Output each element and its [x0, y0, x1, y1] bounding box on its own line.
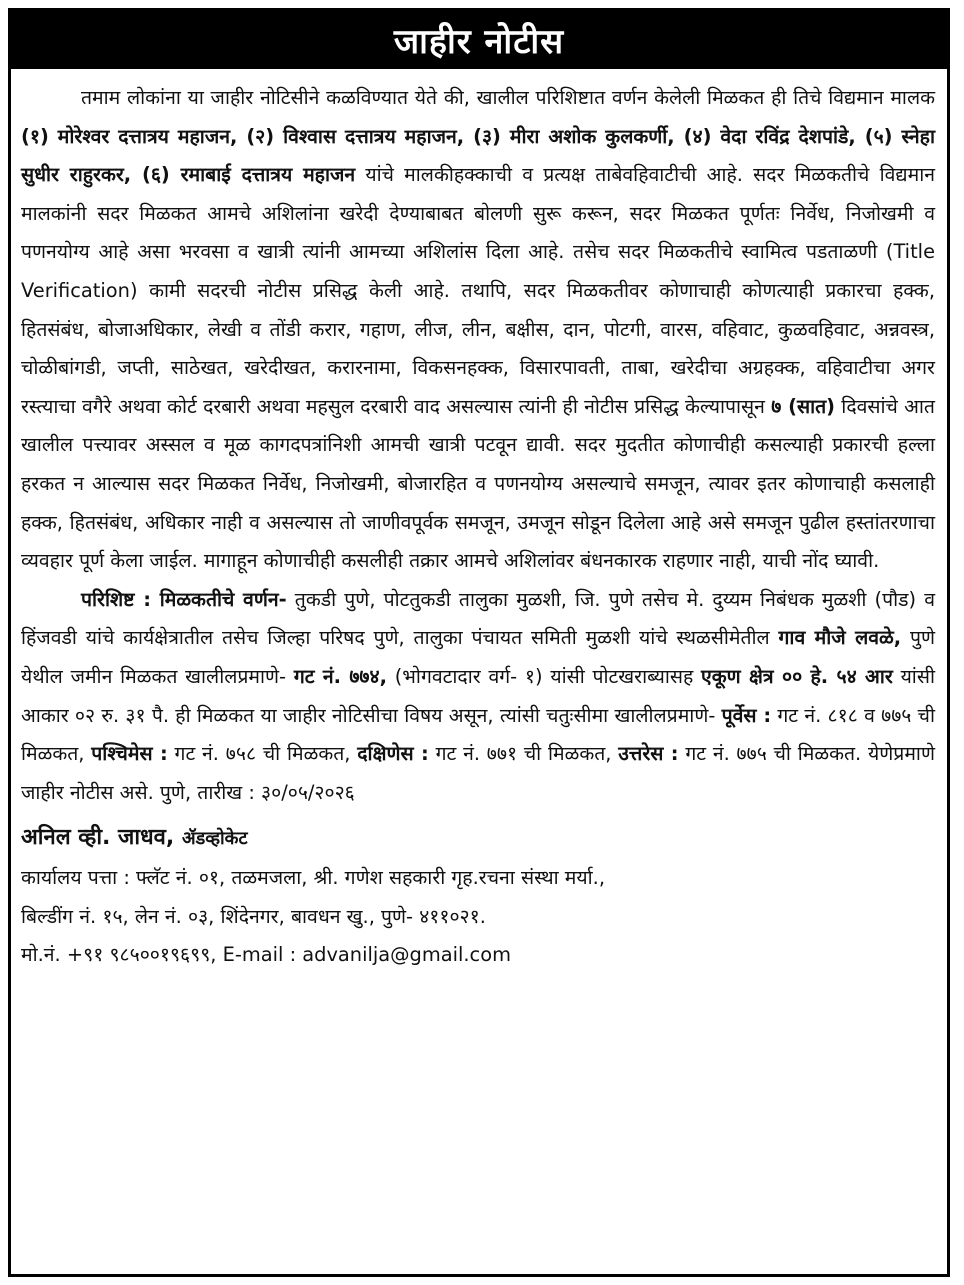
p2-run-6: एकूण क्षेत्र ०० हे. ५४ आर [701, 664, 893, 688]
p2-run-10: पश्चिमेस : [91, 742, 168, 766]
notice-header [11, 11, 947, 69]
p2-run-0: परिशिष्ट : मिळकतीचे वर्णन- [81, 587, 287, 611]
p2-run-13: गट नं. ७७१ ची मिळकत, [428, 742, 619, 766]
p2-run-5: (भोगवटादार वर्ग- १) यांसी पोटखराब्यासह [386, 664, 702, 688]
p1-run-4: दिवसांचे आत खालील पत्त्यावर अस्सल व मूळ कागदपत्रांनिशी आमची खात्री पटवून द्यावी. सदर मुदतीत कोणाचीही कसल्याही प्रकारची हल्ला हरकत न आल्यास सदर मिळकत निर्वेध, निजोखमी, बोजारहित व पणनयोग्य असल्याचे समजून, त्यावर इतर कोणाचाही कसलाही हक्क, हितसंबंध, अधिकार नाही व असल्यास तो जाणीवपूर्वक समजून, उमजून सोडून दिलेला आहे असे समजून पुढील हस्तांतरणाचा व्यवहार पूर्ण केला जाईल. मागाहून कोणाचीही कसलीही तक्रार आमचे अशिलांवर बंधनकारक राहणार नाही, याची नोंद घ्यावी. [21, 394, 935, 573]
office-address-line-1: कार्यालय पत्ता : फ्लॅट नं. ०१, तळमजला, श्री. गणेश सहकारी गृह.रचना संस्था मर्या., [21, 866, 605, 890]
p1-run-0: तमाम लोकांना या जाहीर नोटिसीने कळविण्यात येते की, खालील परिशिष्टात वर्णन केलेली मिळकत ही तिचे विद्यमान मालक [81, 86, 935, 109]
p1-run-1: (१) मोरेश्वर दत्तात्रय महाजन, (२) विश्वास दत्तात्रय महाजन, (३) मीरा अशोक कुलकर्णी, (४) वेदा रविंद्र देशपांडे, (५) स्नेहा सुधीर राहुरकर, (६) रमाबाई दत्तात्रय महाजन [21, 124, 935, 187]
notice-paragraph-main [21, 79, 935, 581]
notice-body [11, 69, 947, 975]
advocate-role: ॲडव्होकेट [181, 828, 248, 850]
office-address-line-2: बिल्डींग नं. १५, लेन नं. ०३, शिंदेनगर, बावधन खु., पुणे- ४११०२१. [21, 904, 486, 928]
p2-run-9: गट नं. ८१८ व ७७५ ची मिळकत, [21, 703, 935, 766]
p2-run-1: तुकडी पुणे, पोटतुकडी तालुका मुळशी, जि. पुणे तसेच मे. दुय्यम निबंधक मुळशी (पौड) व हिंजवडी यांचे कार्यक्षेत्रातील तसेच जिल्हा परिषद पुणे, तालुका पंचायत समिती मुळशी यांचे स्थळसीमेतील [21, 587, 935, 650]
p1-run-2: यांचे मालकीहक्काची व प्रत्यक्ष ताबेवहिवाटीची आहे. सदर मिळकतीचे विद्यमान मालकांनी सदर मिळकत आमचे अशिलांना खरेदी देण्याबाबत बोलणी सुरू करून, सदर मिळकत पूर्णतः निर्वेध, निजोखमी व पणनयोग्य आहे असा भरवसा व खात्री त्यांनी आमच्या अशिलांस दिला आहे. तसेच सदर मिळकतीचे स्वामित्व पडताळणी (Title Verification) कामी सदरची नोटीस प्रसिद्ध केली आहे. तथापि, सदर मिळकतीवर कोणाचाही कोणत्याही प्रकारचा हक्क, हितसंबंध, बोजाअधिकार, लेखी व तोंडी करार, गहाण, लीज, लीन, बक्षीस, दान, पोटगी, वारस, वहिवाट, कुळवहिवाट, अन्नवस्त्र, चोळीबांगडी, जप्ती, साठेखत, खरेदीखत, करारनामा, विकसनहक्क, विसारपावती, ताबा, खरेदीचा अग्रहक्क, वहिवाटीचा अगर रस्त्याचा वगैरे अथवा कोर्ट दरबारी अथवा महसुल दरबारी वाद असल्यास त्यांनी ही नोटीस प्रसिद्ध केल्यापासून [21, 163, 935, 418]
advocate-signature [21, 818, 935, 859]
p2-run-8: पूर्वेस : [721, 703, 772, 727]
contact-line: मो.नं. +९१ ९८५००१९६९९, E-mail : advanilja@gmail.com [21, 943, 511, 967]
public-notice [8, 8, 950, 1277]
p2-run-3: पुणे येथील जमीन मिळकत खालीलप्रमाणे- [21, 626, 935, 688]
p2-run-15: गट नं. ७७५ ची मिळकत. येणेप्रमाणे जाहीर नोटीस असे. पुणे, तारीख : ३०/०५/२०२६ [21, 742, 935, 804]
p2-run-2: गाव मौजे लवळे, [778, 626, 902, 650]
p2-run-14: उत्तरेस : [618, 742, 679, 766]
notice-title: जाहीर नोटीस [393, 22, 565, 62]
p2-run-12: दक्षिणेस : [357, 742, 429, 766]
p1-run-3: ७ (सात) [771, 394, 836, 418]
p2-run-7: यांसी आकार ०२ रु. ३१ पै. ही मिळकत या जाहीर नोटिसीचा विषय असून, त्यांसी चतुःसीमा खालीलप्रमाणे- [21, 664, 935, 727]
p2-run-11: गट नं. ७५८ ची मिळकत, [167, 742, 358, 766]
notice-paragraph-schedule [21, 581, 935, 813]
p2-run-4: गट नं. ७७४, [293, 664, 387, 688]
advocate-name: अनिल व्ही. जाधव, [21, 825, 175, 851]
